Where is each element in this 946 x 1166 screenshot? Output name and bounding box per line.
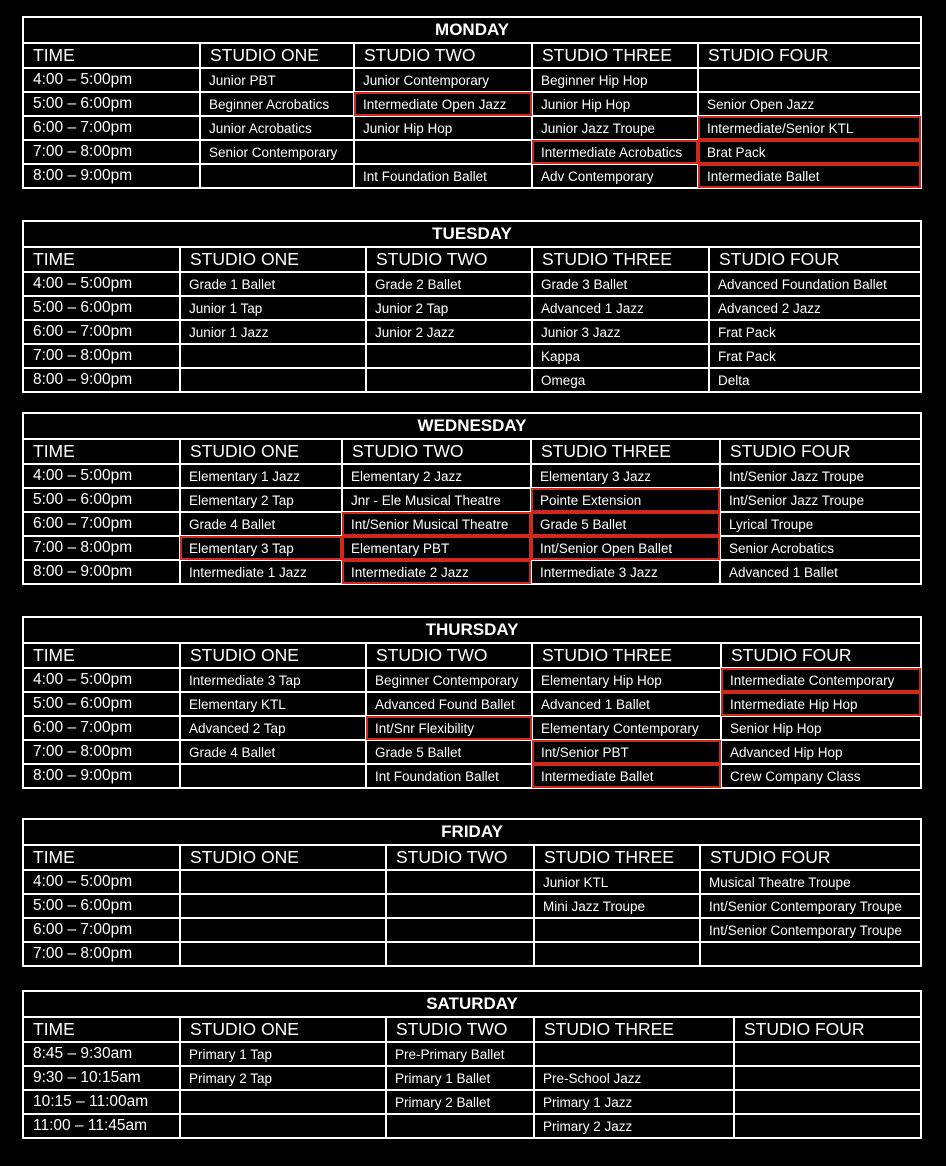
- class-cell: Senior Acrobatics: [720, 536, 921, 560]
- class-cell: Grade 4 Ballet: [180, 512, 342, 536]
- column-header-time: TIME: [23, 643, 180, 668]
- class-cell: [386, 894, 534, 918]
- table-row: [23, 140, 921, 164]
- class-cell: Primary 2 Jazz: [534, 1114, 734, 1138]
- table-row: [23, 918, 921, 942]
- class-cell: Primary 1 Tap: [180, 1042, 386, 1066]
- class-cell: Junior Hip Hop: [354, 116, 532, 140]
- table-row: [23, 870, 921, 894]
- time-slot: 6:00 – 7:00pm: [23, 320, 180, 344]
- table-row: [23, 320, 921, 344]
- class-cell: Junior 1 Jazz: [180, 320, 366, 344]
- class-cell: [698, 68, 921, 92]
- class-cell: Elementary Contemporary: [532, 716, 721, 740]
- time-slot: 4:00 – 5:00pm: [23, 870, 180, 894]
- class-cell: [734, 1066, 921, 1090]
- class-cell: Intermediate Ballet: [532, 764, 721, 788]
- table-row: [23, 1066, 921, 1090]
- table-row: [23, 272, 921, 296]
- class-cell: [534, 942, 700, 966]
- class-cell: Primary 1 Jazz: [534, 1090, 734, 1114]
- day-title: WEDNESDAY: [23, 413, 921, 439]
- class-cell: Junior PBT: [200, 68, 354, 92]
- class-cell: Intermediate Ballet: [698, 164, 921, 188]
- column-header-studio-one: STUDIO ONE: [180, 439, 342, 464]
- class-cell: [734, 1114, 921, 1138]
- table-row: [23, 536, 921, 560]
- class-cell: Pre-Primary Ballet: [386, 1042, 534, 1066]
- class-cell: Pre-School Jazz: [534, 1066, 734, 1090]
- column-header-studio-three: STUDIO THREE: [532, 247, 709, 272]
- class-cell: Beginner Acrobatics: [200, 92, 354, 116]
- column-header-studio-one: STUDIO ONE: [180, 1017, 386, 1042]
- class-cell: Junior Acrobatics: [200, 116, 354, 140]
- column-header-studio-four: STUDIO FOUR: [721, 643, 921, 668]
- class-cell: Grade 2 Ballet: [366, 272, 532, 296]
- class-cell: Beginner Contemporary: [366, 668, 532, 692]
- column-header-studio-three: STUDIO THREE: [534, 845, 700, 870]
- class-cell: Omega: [532, 368, 709, 392]
- class-cell: [180, 764, 366, 788]
- column-header-studio-four: STUDIO FOUR: [709, 247, 921, 272]
- class-cell: [734, 1042, 921, 1066]
- class-cell: [180, 1090, 386, 1114]
- time-slot: 8:00 – 9:00pm: [23, 368, 180, 392]
- class-cell: Int/Senior PBT: [532, 740, 721, 764]
- day-title: TUESDAY: [23, 221, 921, 247]
- table-row: [23, 942, 921, 966]
- class-cell: [386, 870, 534, 894]
- time-slot: 5:00 – 6:00pm: [23, 92, 200, 116]
- table-row: [23, 740, 921, 764]
- time-slot: 5:00 – 6:00pm: [23, 894, 180, 918]
- column-header-time: TIME: [23, 43, 200, 68]
- table-row: [23, 344, 921, 368]
- table-row: [23, 116, 921, 140]
- class-cell: [386, 918, 534, 942]
- class-cell: [180, 942, 386, 966]
- class-cell: Int Foundation Ballet: [366, 764, 532, 788]
- column-header-time: TIME: [23, 247, 180, 272]
- column-header-studio-one: STUDIO ONE: [180, 247, 366, 272]
- time-slot: 5:00 – 6:00pm: [23, 692, 180, 716]
- class-cell: [366, 344, 532, 368]
- day-title: THURSDAY: [23, 617, 921, 643]
- time-slot: 6:00 – 7:00pm: [23, 716, 180, 740]
- table-row: [23, 560, 921, 584]
- table-row: [23, 692, 921, 716]
- column-header-time: TIME: [23, 845, 180, 870]
- class-cell: Junior Hip Hop: [532, 92, 698, 116]
- class-cell: Elementary 3 Tap: [180, 536, 342, 560]
- class-cell: Int/Senior Jazz Troupe: [720, 488, 921, 512]
- tuesday-schedule-table: [22, 220, 922, 393]
- class-cell: Advanced 1 Ballet: [720, 560, 921, 584]
- class-cell: Primary 2 Ballet: [386, 1090, 534, 1114]
- time-slot: 6:00 – 7:00pm: [23, 116, 200, 140]
- class-cell: Musical Theatre Troupe: [700, 870, 921, 894]
- class-cell: [534, 1042, 734, 1066]
- time-slot: 8:45 – 9:30am: [23, 1042, 180, 1066]
- column-header-studio-four: STUDIO FOUR: [698, 43, 921, 68]
- class-cell: Intermediate Contemporary: [721, 668, 921, 692]
- table-row: [23, 1114, 921, 1138]
- time-slot: 9:30 – 10:15am: [23, 1066, 180, 1090]
- class-cell: Advanced Hip Hop: [721, 740, 921, 764]
- class-cell: Elementary 2 Tap: [180, 488, 342, 512]
- class-cell: Elementary KTL: [180, 692, 366, 716]
- class-cell: [734, 1090, 921, 1114]
- time-slot: 4:00 – 5:00pm: [23, 668, 180, 692]
- class-cell: Delta: [709, 368, 921, 392]
- column-header-studio-two: STUDIO TWO: [366, 643, 532, 668]
- class-cell: Senior Contemporary: [200, 140, 354, 164]
- class-cell: [180, 344, 366, 368]
- class-cell: Elementary Hip Hop: [532, 668, 721, 692]
- time-slot: 5:00 – 6:00pm: [23, 488, 180, 512]
- class-cell: Lyrical Troupe: [720, 512, 921, 536]
- time-slot: 10:15 – 11:00am: [23, 1090, 180, 1114]
- saturday-schedule-table: [22, 990, 922, 1139]
- day-title: SATURDAY: [23, 991, 921, 1017]
- day-title: MONDAY: [23, 17, 921, 43]
- class-cell: Int/Senior Contemporary Troupe: [700, 894, 921, 918]
- class-cell: Crew Company Class: [721, 764, 921, 788]
- class-cell: Mini Jazz Troupe: [534, 894, 700, 918]
- class-cell: Elementary 1 Jazz: [180, 464, 342, 488]
- column-header-studio-three: STUDIO THREE: [532, 643, 721, 668]
- time-slot: 6:00 – 7:00pm: [23, 512, 180, 536]
- time-slot: 7:00 – 8:00pm: [23, 344, 180, 368]
- class-cell: Primary 2 Tap: [180, 1066, 386, 1090]
- column-header-studio-one: STUDIO ONE: [180, 643, 366, 668]
- class-cell: Primary 1 Ballet: [386, 1066, 534, 1090]
- class-cell: Int/Senior Open Ballet: [531, 536, 720, 560]
- class-cell: Pointe Extension: [531, 488, 720, 512]
- time-slot: 6:00 – 7:00pm: [23, 918, 180, 942]
- column-header-studio-two: STUDIO TWO: [342, 439, 531, 464]
- class-cell: Grade 1 Ballet: [180, 272, 366, 296]
- column-header-studio-three: STUDIO THREE: [534, 1017, 734, 1042]
- class-cell: Intermediate 1 Jazz: [180, 560, 342, 584]
- time-slot: 11:00 – 11:45am: [23, 1114, 180, 1138]
- class-cell: Int/Senior Musical Theatre: [342, 512, 531, 536]
- class-cell: Intermediate Open Jazz: [354, 92, 532, 116]
- class-cell: Advanced Foundation Ballet: [709, 272, 921, 296]
- column-header-studio-two: STUDIO TWO: [354, 43, 532, 68]
- class-cell: [354, 140, 532, 164]
- class-cell: Int Foundation Ballet: [354, 164, 532, 188]
- class-cell: Intermediate 3 Jazz: [531, 560, 720, 584]
- table-row: [23, 1090, 921, 1114]
- time-slot: 4:00 – 5:00pm: [23, 68, 200, 92]
- class-cell: Intermediate/Senior KTL: [698, 116, 921, 140]
- class-cell: Kappa: [532, 344, 709, 368]
- class-cell: Senior Hip Hop: [721, 716, 921, 740]
- class-cell: Grade 5 Ballet: [366, 740, 532, 764]
- column-header-studio-three: STUDIO THREE: [532, 43, 698, 68]
- table-row: [23, 764, 921, 788]
- class-cell: Advanced 1 Jazz: [532, 296, 709, 320]
- class-cell: Intermediate Acrobatics: [532, 140, 698, 164]
- wednesday-schedule-table: [22, 412, 922, 585]
- class-cell: Int/Snr Flexibility: [366, 716, 532, 740]
- class-cell: Grade 5 Ballet: [531, 512, 720, 536]
- time-slot: 7:00 – 8:00pm: [23, 140, 200, 164]
- class-cell: [180, 368, 366, 392]
- column-header-studio-two: STUDIO TWO: [386, 1017, 534, 1042]
- time-slot: 7:00 – 8:00pm: [23, 942, 180, 966]
- class-cell: Advanced 1 Ballet: [532, 692, 721, 716]
- column-header-time: TIME: [23, 439, 180, 464]
- table-row: [23, 296, 921, 320]
- friday-schedule-table: [22, 818, 922, 967]
- monday-schedule-table: [22, 16, 922, 189]
- class-cell: Adv Contemporary: [532, 164, 698, 188]
- time-slot: 7:00 – 8:00pm: [23, 536, 180, 560]
- class-cell: Elementary 3 Jazz: [531, 464, 720, 488]
- class-cell: [180, 894, 386, 918]
- class-cell: [386, 1114, 534, 1138]
- column-header-studio-four: STUDIO FOUR: [734, 1017, 921, 1042]
- time-slot: 8:00 – 9:00pm: [23, 560, 180, 584]
- class-cell: Intermediate 3 Tap: [180, 668, 366, 692]
- class-cell: [700, 942, 921, 966]
- class-cell: [534, 918, 700, 942]
- table-row: [23, 716, 921, 740]
- table-row: [23, 368, 921, 392]
- class-cell: [386, 942, 534, 966]
- time-slot: 5:00 – 6:00pm: [23, 296, 180, 320]
- class-cell: Junior 2 Jazz: [366, 320, 532, 344]
- table-row: [23, 894, 921, 918]
- column-header-studio-four: STUDIO FOUR: [700, 845, 921, 870]
- class-cell: Advanced 2 Tap: [180, 716, 366, 740]
- class-cell: Grade 3 Ballet: [532, 272, 709, 296]
- time-slot: 4:00 – 5:00pm: [23, 272, 180, 296]
- class-cell: Frat Pack: [709, 320, 921, 344]
- column-header-studio-two: STUDIO TWO: [366, 247, 532, 272]
- class-cell: Senior Open Jazz: [698, 92, 921, 116]
- class-cell: [366, 368, 532, 392]
- class-cell: [180, 918, 386, 942]
- thursday-schedule-table: [22, 616, 922, 789]
- class-cell: Advanced 2 Jazz: [709, 296, 921, 320]
- table-row: [23, 488, 921, 512]
- column-header-time: TIME: [23, 1017, 180, 1042]
- table-row: [23, 164, 921, 188]
- class-cell: Elementary 2 Jazz: [342, 464, 531, 488]
- class-cell: Junior Jazz Troupe: [532, 116, 698, 140]
- time-slot: 8:00 – 9:00pm: [23, 764, 180, 788]
- column-header-studio-two: STUDIO TWO: [386, 845, 534, 870]
- class-cell: Jnr - Ele Musical Theatre: [342, 488, 531, 512]
- column-header-studio-four: STUDIO FOUR: [720, 439, 921, 464]
- time-slot: 8:00 – 9:00pm: [23, 164, 200, 188]
- column-header-studio-three: STUDIO THREE: [531, 439, 720, 464]
- table-row: [23, 668, 921, 692]
- class-cell: Junior 1 Tap: [180, 296, 366, 320]
- class-cell: Intermediate Hip Hop: [721, 692, 921, 716]
- class-cell: Junior 2 Tap: [366, 296, 532, 320]
- class-cell: Brat Pack: [698, 140, 921, 164]
- class-cell: Int/Senior Contemporary Troupe: [700, 918, 921, 942]
- column-header-studio-one: STUDIO ONE: [200, 43, 354, 68]
- column-header-studio-one: STUDIO ONE: [180, 845, 386, 870]
- table-row: [23, 512, 921, 536]
- class-cell: [180, 870, 386, 894]
- class-cell: Elementary PBT: [342, 536, 531, 560]
- class-cell: Intermediate 2 Jazz: [342, 560, 531, 584]
- class-cell: Advanced Found Ballet: [366, 692, 532, 716]
- time-slot: 4:00 – 5:00pm: [23, 464, 180, 488]
- table-row: [23, 68, 921, 92]
- class-cell: Beginner Hip Hop: [532, 68, 698, 92]
- class-cell: Int/Senior Jazz Troupe: [720, 464, 921, 488]
- day-title: FRIDAY: [23, 819, 921, 845]
- class-cell: Junior KTL: [534, 870, 700, 894]
- class-cell: [200, 164, 354, 188]
- class-cell: Junior Contemporary: [354, 68, 532, 92]
- table-row: [23, 464, 921, 488]
- table-row: [23, 1042, 921, 1066]
- class-cell: Junior 3 Jazz: [532, 320, 709, 344]
- class-cell: Grade 4 Ballet: [180, 740, 366, 764]
- class-cell: [180, 1114, 386, 1138]
- time-slot: 7:00 – 8:00pm: [23, 740, 180, 764]
- table-row: [23, 92, 921, 116]
- class-cell: Frat Pack: [709, 344, 921, 368]
